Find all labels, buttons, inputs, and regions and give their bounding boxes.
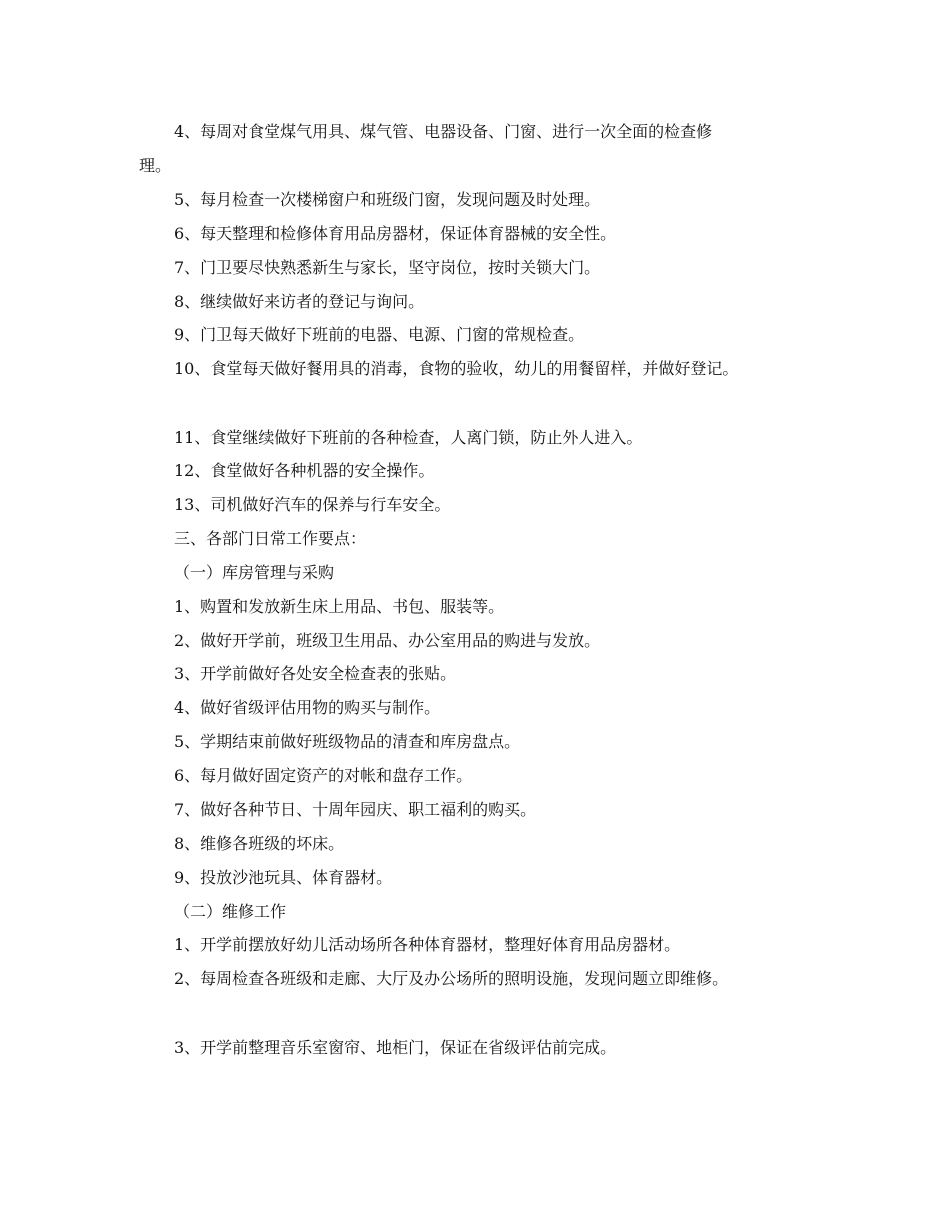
paragraph-line: 6、每天整理和检修体育用品房器材，保证体育器械的安全性。 bbox=[174, 224, 617, 243]
paragraph-line: 8、继续做好来访者的登记与询问。 bbox=[174, 292, 425, 311]
section-heading: 三、各部门日常工作要点： bbox=[174, 529, 367, 548]
paragraph-line: 8、维修各班级的坏床。 bbox=[174, 834, 345, 853]
paragraph-line: 7、做好各种节日、十周年园庆、职工福利的购买。 bbox=[174, 800, 537, 819]
paragraph-line: 5、学期结束前做好班级物品的清查和库房盘点。 bbox=[174, 732, 521, 751]
paragraph-line: 11、食堂继续做好下班前的各种检查，人离门锁，防止外人进入。 bbox=[174, 428, 643, 447]
paragraph-line: 1、购置和发放新生床上用品、书包、服装等。 bbox=[174, 597, 505, 616]
paragraph-line: 7、门卫要尽快熟悉新生与家长，坚守岗位，按时关锁大门。 bbox=[174, 258, 601, 277]
subsection-heading: （二）维修工作 bbox=[174, 902, 287, 921]
paragraph-line: 2、每周检查各班级和走廊、大厅及办公场所的照明设施，发现问题立即维修。 bbox=[174, 969, 729, 988]
paragraph-line: 4、每周对食堂煤气用具、煤气管、电器设备、门窗、进行一次全面的检查修 bbox=[174, 122, 713, 141]
paragraph-line: 3、开学前整理音乐室窗帘、地柜门，保证在省级评估前完成。 bbox=[174, 1038, 617, 1057]
paragraph-line: 9、投放沙池玩具、体育器材。 bbox=[174, 868, 393, 887]
paragraph-line: 10、食堂每天做好餐用具的消毒，食物的验收，幼儿的用餐留样，并做好登记。 bbox=[174, 359, 739, 378]
subsection-heading: （一）库房管理与采购 bbox=[174, 563, 335, 582]
paragraph-line: 13、司机做好汽车的保养与行车安全。 bbox=[174, 495, 451, 514]
paragraph-line: 9、门卫每天做好下班前的电器、电源、门窗的常规检查。 bbox=[174, 325, 585, 344]
paragraph-line: 4、做好省级评估用物的购买与制作。 bbox=[174, 698, 441, 717]
paragraph-line: 1、开学前摆放好幼儿活动场所各种体育器材，整理好体育用品房器材。 bbox=[174, 935, 681, 954]
paragraph-line: 6、每月做好固定资产的对帐和盘存工作。 bbox=[174, 766, 473, 785]
paragraph-line: 2、做好开学前，班级卫生用品、办公室用品的购进与发放。 bbox=[174, 631, 601, 650]
paragraph-line: 12、食堂做好各种机器的安全操作。 bbox=[174, 461, 435, 480]
paragraph-line: 3、开学前做好各处安全检查表的张贴。 bbox=[174, 664, 457, 683]
paragraph-line: 理。 bbox=[139, 156, 172, 175]
paragraph-line: 5、每月检查一次楼梯窗户和班级门窗，发现问题及时处理。 bbox=[174, 190, 601, 209]
